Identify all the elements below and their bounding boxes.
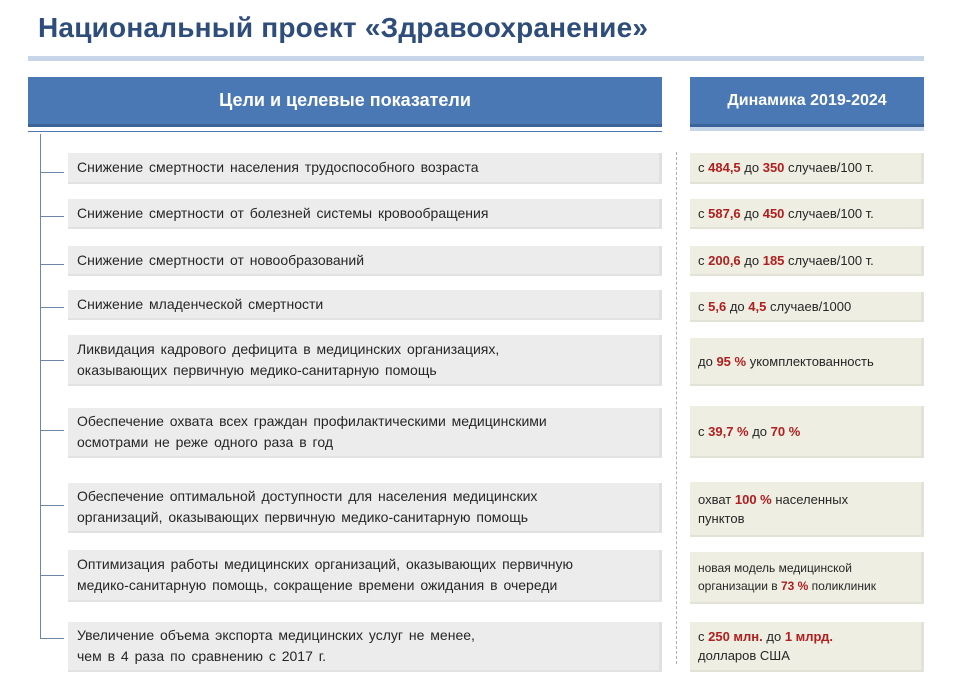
target-text: охват 100 % населенных пунктов bbox=[698, 491, 849, 526]
goal-text: Ликвидация кадрового дефицита в медицинских организациях, оказывающих первичную медико-санитарную помощь bbox=[77, 340, 500, 378]
goal-item-2 bbox=[68, 199, 662, 229]
target-text: с 484,5 до 350 случаев/100 т. bbox=[698, 160, 874, 175]
target-value-6 bbox=[690, 406, 924, 458]
dynamics-header-rule bbox=[690, 127, 924, 131]
goals-header: Цели и целевые показатели bbox=[28, 77, 662, 127]
target-value-1 bbox=[690, 153, 924, 184]
tree-branch bbox=[40, 638, 64, 639]
goal-item-5 bbox=[68, 335, 662, 386]
goal-text: Обеспечение оптимальной доступности для населения медицинских организаций, оказывающих первичную медико-санитарную помощь bbox=[77, 488, 538, 525]
target-value-5 bbox=[690, 338, 924, 386]
target-value-9 bbox=[690, 622, 924, 672]
tree-branch bbox=[40, 172, 64, 173]
goals-header-rule bbox=[28, 131, 662, 132]
tree-branch bbox=[40, 307, 64, 308]
tree-branch bbox=[40, 216, 64, 217]
page-title: Национальный проект «Здравоохранение» bbox=[38, 12, 649, 43]
goal-text: Увеличение объема экспорта медицинских услуг не менее, чем в 4 раза по сравнению с 2017 г. bbox=[77, 627, 475, 664]
tree-branch bbox=[40, 505, 64, 506]
goal-item-9 bbox=[68, 622, 662, 672]
title-underline bbox=[28, 56, 924, 61]
goal-item-4 bbox=[68, 290, 662, 320]
target-text: с 200,6 до 185 случаев/100 т. bbox=[698, 252, 874, 268]
target-text: с 39,7 % до 70 % bbox=[698, 423, 801, 439]
tree-branch bbox=[40, 430, 64, 431]
goal-item-1 bbox=[68, 153, 662, 184]
tree-branch bbox=[40, 264, 64, 265]
goal-text: Снижение младенческой смертности bbox=[77, 295, 324, 312]
tree-connector-line bbox=[40, 134, 41, 638]
target-value-2 bbox=[690, 199, 924, 229]
target-value-3 bbox=[690, 246, 924, 276]
target-text: до 95 % укомплектованность bbox=[698, 353, 874, 369]
goal-item-7 bbox=[68, 483, 662, 533]
column-divider bbox=[676, 152, 678, 664]
target-text: с 5,6 до 4,5 случаев/1000 bbox=[698, 298, 852, 314]
goal-text: Снижение смертности населения трудоспособного возраста bbox=[77, 159, 479, 175]
target-value-7 bbox=[690, 482, 924, 537]
goal-text: Снижение смертности от новообразований bbox=[77, 251, 365, 268]
target-text: с 587,6 до 450 случаев/100 т. bbox=[698, 205, 874, 221]
target-text: с 250 млн. до 1 млрд. долларов США bbox=[698, 629, 834, 663]
dynamics-header: Динамика 2019-2024 bbox=[690, 77, 924, 127]
tree-branch bbox=[40, 360, 64, 361]
target-value-8 bbox=[690, 552, 924, 604]
target-text: новая модель медицинской организации в 73 % поликлиник bbox=[698, 561, 876, 593]
goal-item-3 bbox=[68, 246, 662, 276]
goal-item-8 bbox=[68, 550, 662, 602]
target-value-4 bbox=[690, 292, 924, 322]
goal-text: Обеспечение охвата всех граждан профилактическими медицинскими осмотрами не реже одного раза в год bbox=[77, 413, 547, 450]
tree-branch bbox=[40, 575, 64, 576]
goal-text: Оптимизация работы медицинских организаций, оказывающих первичную медико-санитарную помощь, сокращение времени ожидания в очереди bbox=[77, 556, 574, 593]
goal-text: Снижение смертности от болезней системы кровообращения bbox=[77, 204, 489, 221]
goal-item-6 bbox=[68, 408, 662, 458]
